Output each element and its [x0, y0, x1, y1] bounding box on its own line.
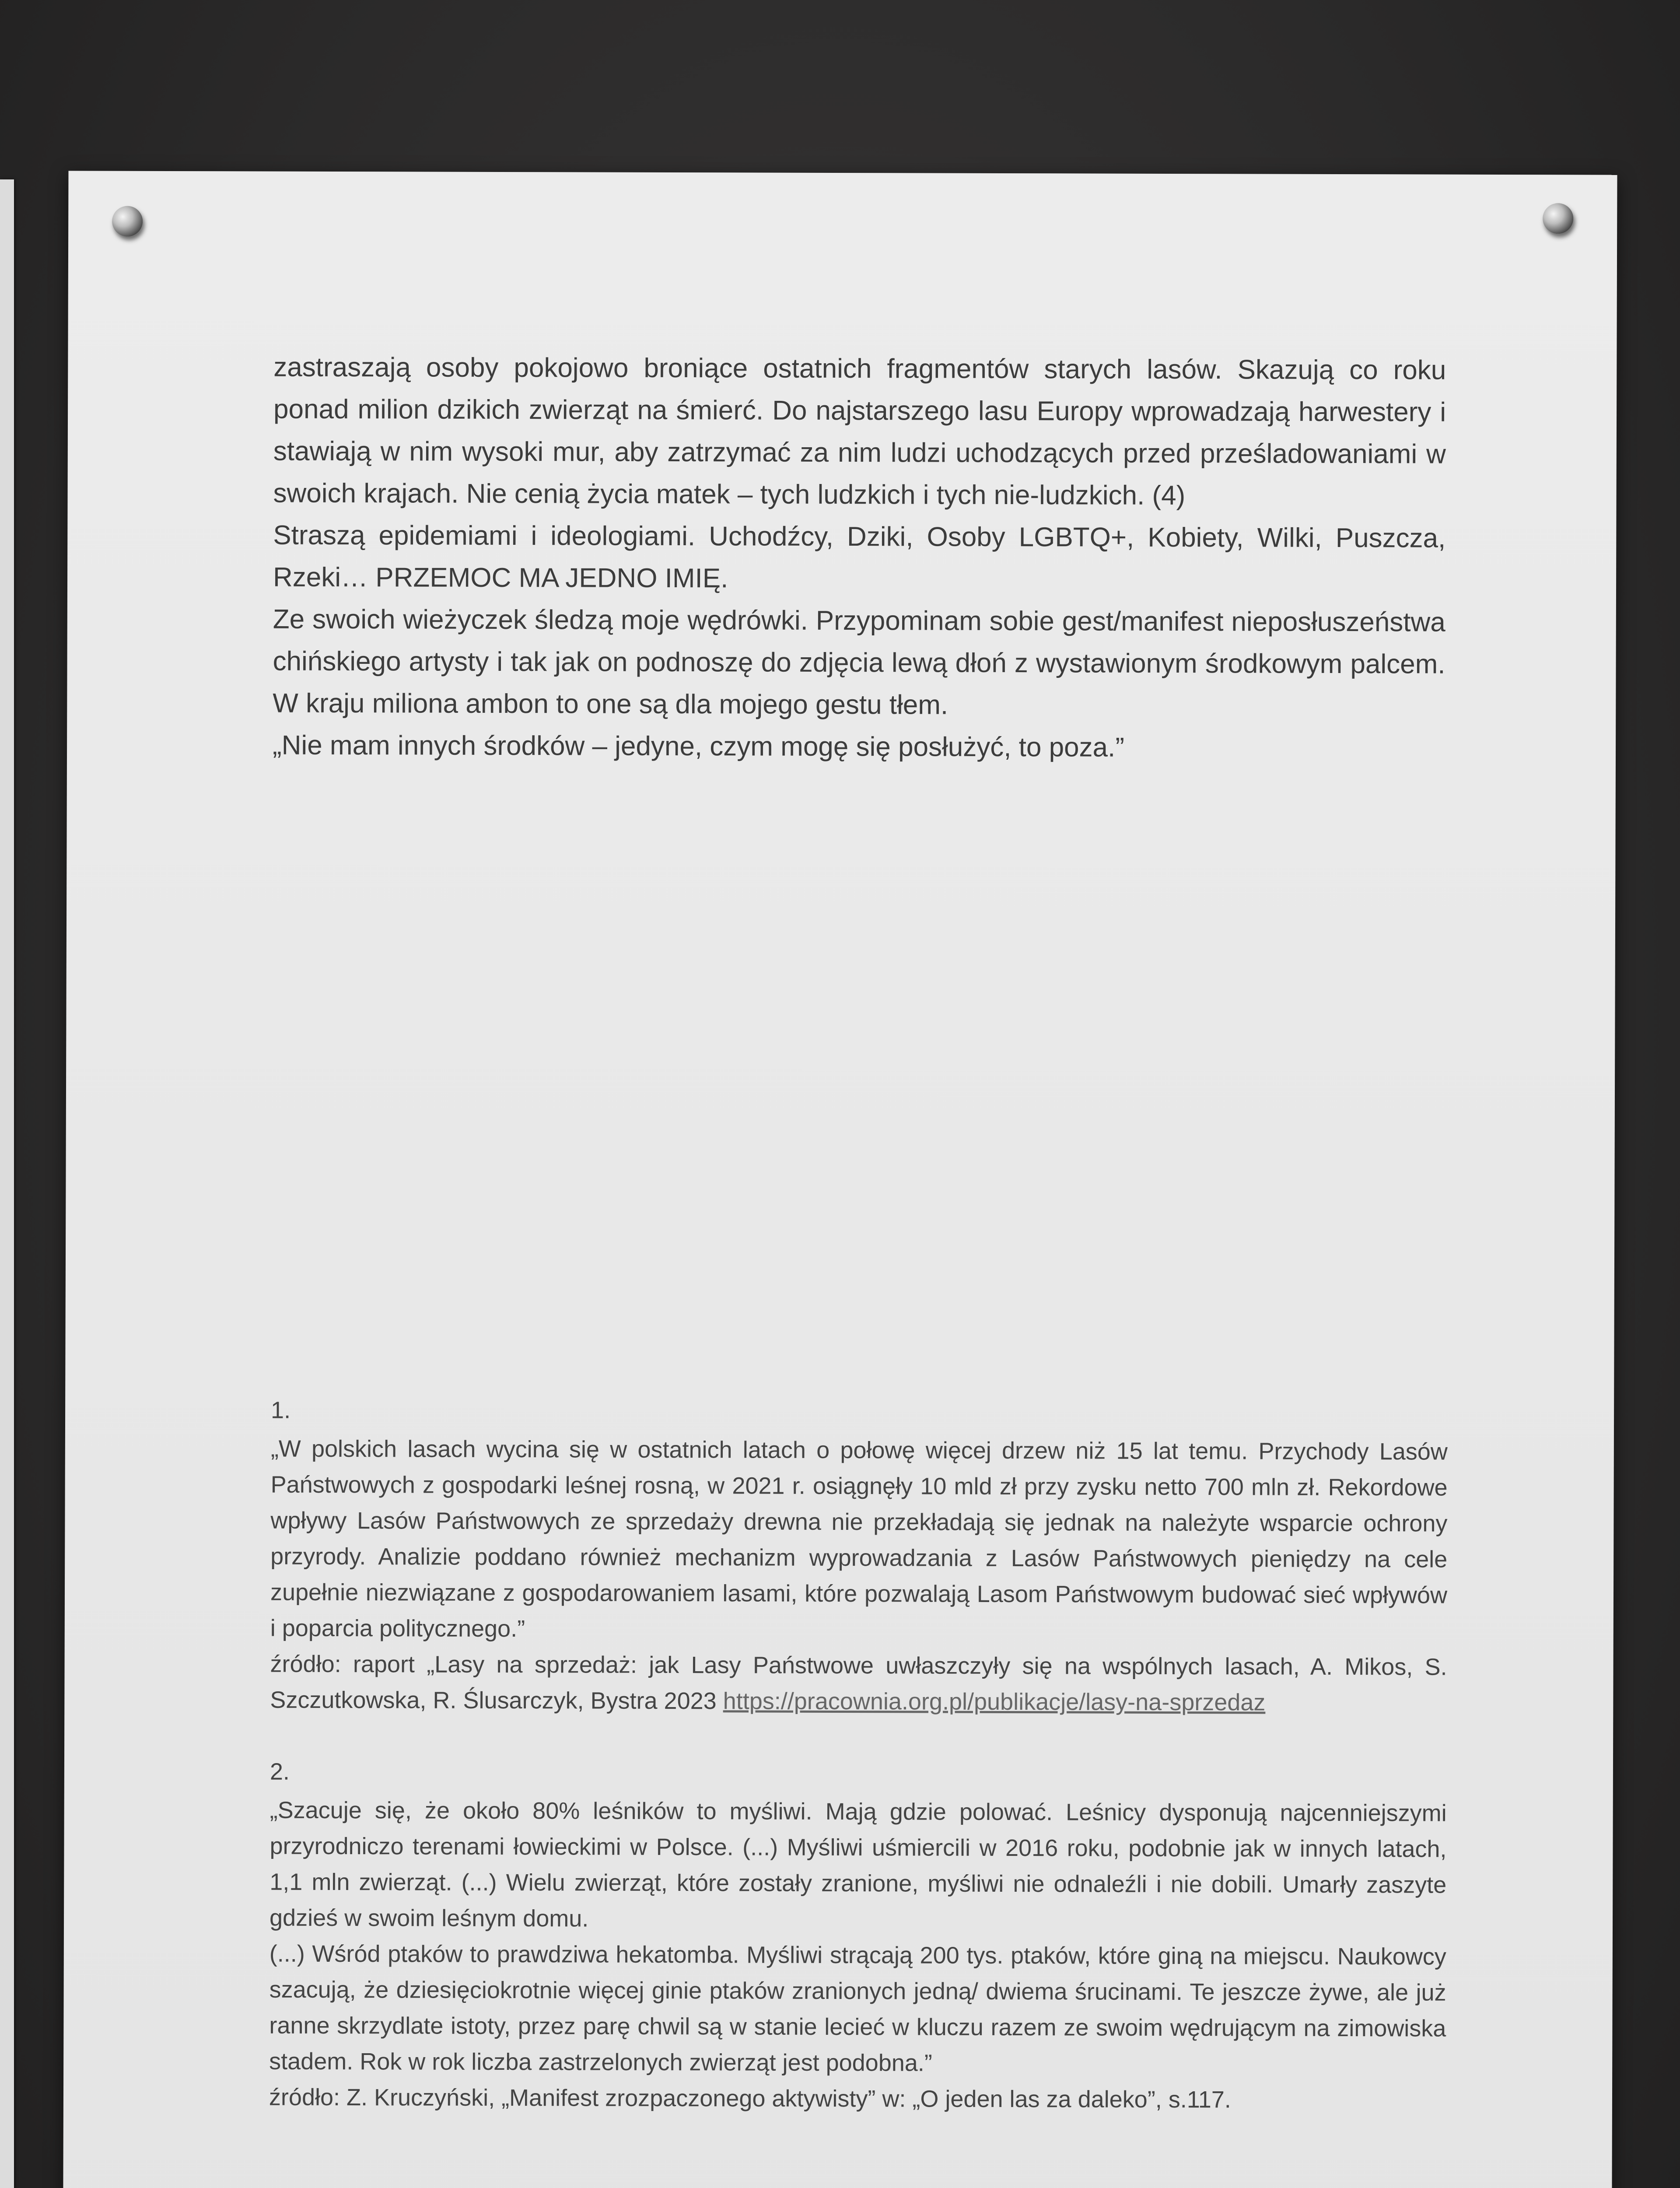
footnote-number: 1.	[271, 1397, 291, 1424]
footnote-text: (...) Wśród ptaków to prawdziwa hekatomba. Myśliwi strącają 200 tys. ptaków, które giną na miejscu. Naukowcy szacują, że dziesięciokrotnie więcej ginie ptaków zranionych jedną/ dwiema śrucinami. Te jeszcze żywe, ale już ranne skrzydlate istoty, przez parę chwil są w stanie lecieć w kluczu razem ze swoim wędrującym na zimowiska stadem. Rok w rok liczba zastrzelonych zwierząt jest podobna.”	[269, 1940, 1446, 2076]
main-paragraph: Ze swoich wieżyczek śledzą moje wędrówki. Przypominam sobie gest/manifest nieposłuszeństwa chińskiego artysty i tak jak on podnoszę do zdjęcia lewą dłoń z wystawionym środkowym palcem. W kraju miliona ambon to one są dla mojego gestu tłem.	[273, 604, 1446, 720]
adjacent-sheet-edge	[0, 179, 14, 2188]
footnotes	[269, 1392, 1448, 2118]
main-text	[273, 347, 1446, 770]
footnote-1	[270, 1392, 1448, 1721]
footnote-text: „Szacuje się, że około 80% leśników to myśliwi. Mają gdzie polować. Leśnicy dysponują najcenniejszymi przyrodniczo terenami łowieckimi w Polsce. (...) Myśliwi uśmiercili w 2016 roku, podobnie jak w innych latach, 1,1 mln zwierząt. (...) Wielu zwierząt, które zostały zranione, myśliwi nie odnaleźli i nie dobili. Umarły zaszyte gdzieś w swoim leśnym domu.	[269, 1797, 1447, 1932]
paper-sheet	[63, 171, 1617, 2188]
footnote-text: „W polskich lasach wycina się w ostatnich latach o połowę więcej drzew niż 15 lat temu. Przychody Lasów Państwowych z gospodarki leśnej rosną, w 2021 r. osiągnęły 10 mld zł przy zysku netto 700 mln zł. Rekordowe wpływy Lasów Państwowych ze sprzedaży drewna nie przekładają się jednak na należyte wsparcie ochrony przyrody. Analizie poddano również mechanizm wyprowadzania z Lasów Państwowych pieniędzy na cele zupełnie niezwiązane z gospodarowaniem lasami, które pozwalają Lasom Państwowym budować sieć wpływów i poparcia politycznego.”	[270, 1435, 1448, 1642]
pushpin-icon	[112, 206, 143, 237]
footnote-source: źródło: Z. Kruczyński, „Manifest zrozpaczonego aktywisty” w: „O jeden las za daleko”, s.117.	[269, 2084, 1231, 2113]
main-paragraph: Straszą epidemiami i ideologiami. Uchodźcy, Dziki, Osoby LGBTQ+, Kobiety, Wilki, Puszcza, Rzeki… PRZEMOC MA JEDNO IMIĘ.	[273, 520, 1446, 594]
source-link[interactable]: https://pracownia.org.pl/publikacje/lasy-na-sprzedaz	[723, 1688, 1266, 1716]
source-text: źródło: raport „Lasy na sprzedaż: jak Lasy Państwowe uwłaszczyły się na wspólnych lasach, A. Mikos, S. Szczutkowska, R. Ślusarczyk, Bystra 2023	[270, 1651, 1447, 1715]
main-paragraph: zastraszają osoby pokojowo broniące ostatnich fragmentów starych lasów. Skazują co roku ponad milion dzikich zwierząt na śmierć. Do najstarszego lasu Europy wprowadzają harwestery i stawiają w nim wysoki mur, aby zatrzymać za nim ludzi uchodzących przed prześladowaniami w swoich krajach. Nie cenią życia matek – tych ludzkich i tych nie-ludzkich. (4)	[273, 352, 1446, 511]
footnote-source	[270, 1646, 1447, 1721]
pushpin-icon	[1543, 203, 1573, 234]
footnote-number: 2.	[270, 1758, 290, 1785]
footnote-2	[269, 1754, 1447, 2118]
main-quote: „Nie mam innych środków – jedyne, czym mogę się posłużyć, to poza.”	[272, 730, 1125, 763]
